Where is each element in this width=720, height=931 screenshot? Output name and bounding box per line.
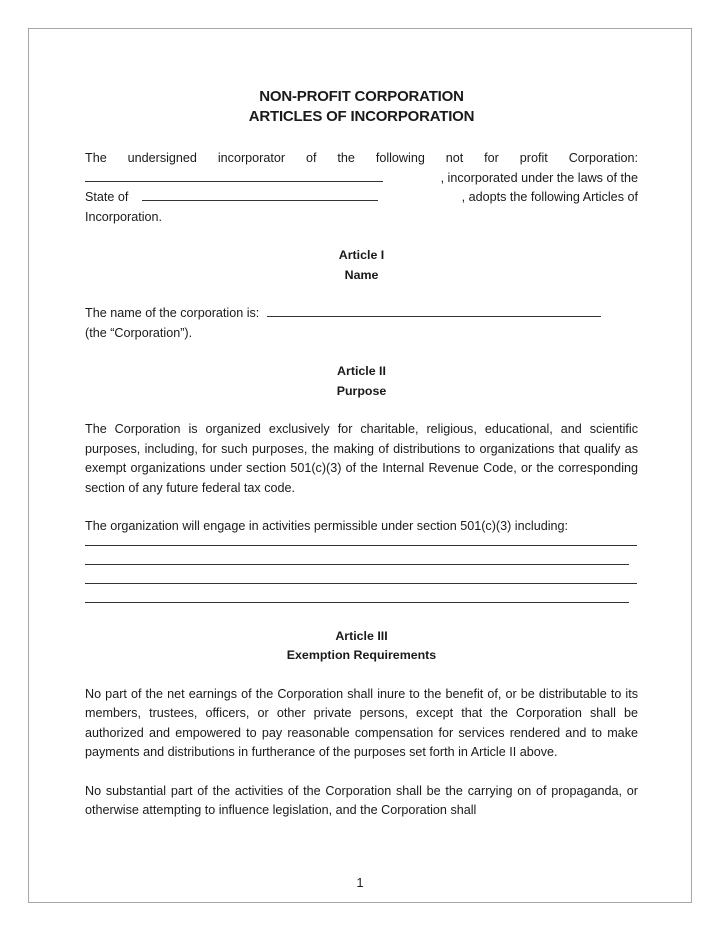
intro-line-1: The undersigned incorporator of the following not for profit Corporation: — [85, 151, 638, 165]
article-3-title: Article III — [335, 628, 388, 643]
article-2-paragraph-2: The organization will engage in activities permissible under section 501(c)(3) including: — [85, 519, 569, 533]
article-1-text-1: The name of the corporation is: — [85, 306, 260, 320]
activities-line-3[interactable] — [85, 583, 637, 584]
article-3-paragraph-2: No substantial part of the activities of the Corporation shall be the carrying on of propaganda, or otherwise attempting to influence legislation, and the Corporation shall — [85, 783, 638, 817]
state-blank[interactable] — [142, 189, 378, 201]
corporation-name-field[interactable] — [267, 305, 601, 317]
intro-paragraph — [85, 149, 638, 227]
article-2-title: Article II — [337, 364, 386, 378]
title-line-1: NON-PROFIT CORPORATION — [259, 88, 464, 105]
article-2-paragraph-1: The Corporation is organized exclusively for charitable, religious, educational, and scientific purposes, including, for such purposes, the making of distributions to organizations that qualify as exempt organizations under section 501(c)(3) of the Internal Revenue Code, or the corresponding section of any future federal tax code. — [85, 422, 638, 495]
article-1-text-2: (the “Corporation”). — [85, 325, 193, 340]
article-3-heading — [85, 627, 638, 666]
intro-line-4: Incorporation. — [85, 209, 163, 224]
activities-line-2[interactable] — [85, 564, 629, 565]
activities-line-1[interactable] — [85, 545, 637, 546]
document-title — [85, 87, 638, 127]
article-2-subtitle: Purpose — [336, 383, 387, 398]
article-1-heading — [85, 246, 638, 285]
page-number: 1 — [356, 876, 364, 890]
article-3-subtitle: Exemption Requirements — [286, 648, 437, 662]
intro-text-4: , adopts the following Articles of — [461, 190, 638, 204]
article-1-subtitle: Name — [344, 267, 379, 282]
intro-line-2 — [85, 169, 638, 189]
activities-line-4[interactable] — [85, 602, 629, 603]
document-body — [85, 87, 638, 821]
article-1-title: Article I — [338, 248, 385, 262]
title-line-2: ARTICLES OF INCORPORATION — [248, 108, 475, 125]
article-1-body — [85, 304, 638, 343]
article-1-line-1 — [85, 304, 638, 324]
intro-text-3: State of — [85, 190, 129, 204]
activities-blank-lines — [85, 545, 638, 603]
intro-text-2: , incorporated under the laws of the — [440, 170, 638, 185]
article-2-heading — [85, 362, 638, 401]
article-3-paragraph-1: No part of the net earnings of the Corporation shall inure to the benefit of, or be distributable to its members, trustees, officers, or other private persons, except that the Corporation shall be authorized and empowered to pay reasonable compensation for services rendered and to make payments and distributions in furtherance of the purposes set forth in Article II above. — [85, 686, 638, 759]
document-page — [28, 28, 692, 903]
corporation-name-blank[interactable] — [85, 170, 383, 182]
intro-line-3 — [85, 188, 638, 208]
